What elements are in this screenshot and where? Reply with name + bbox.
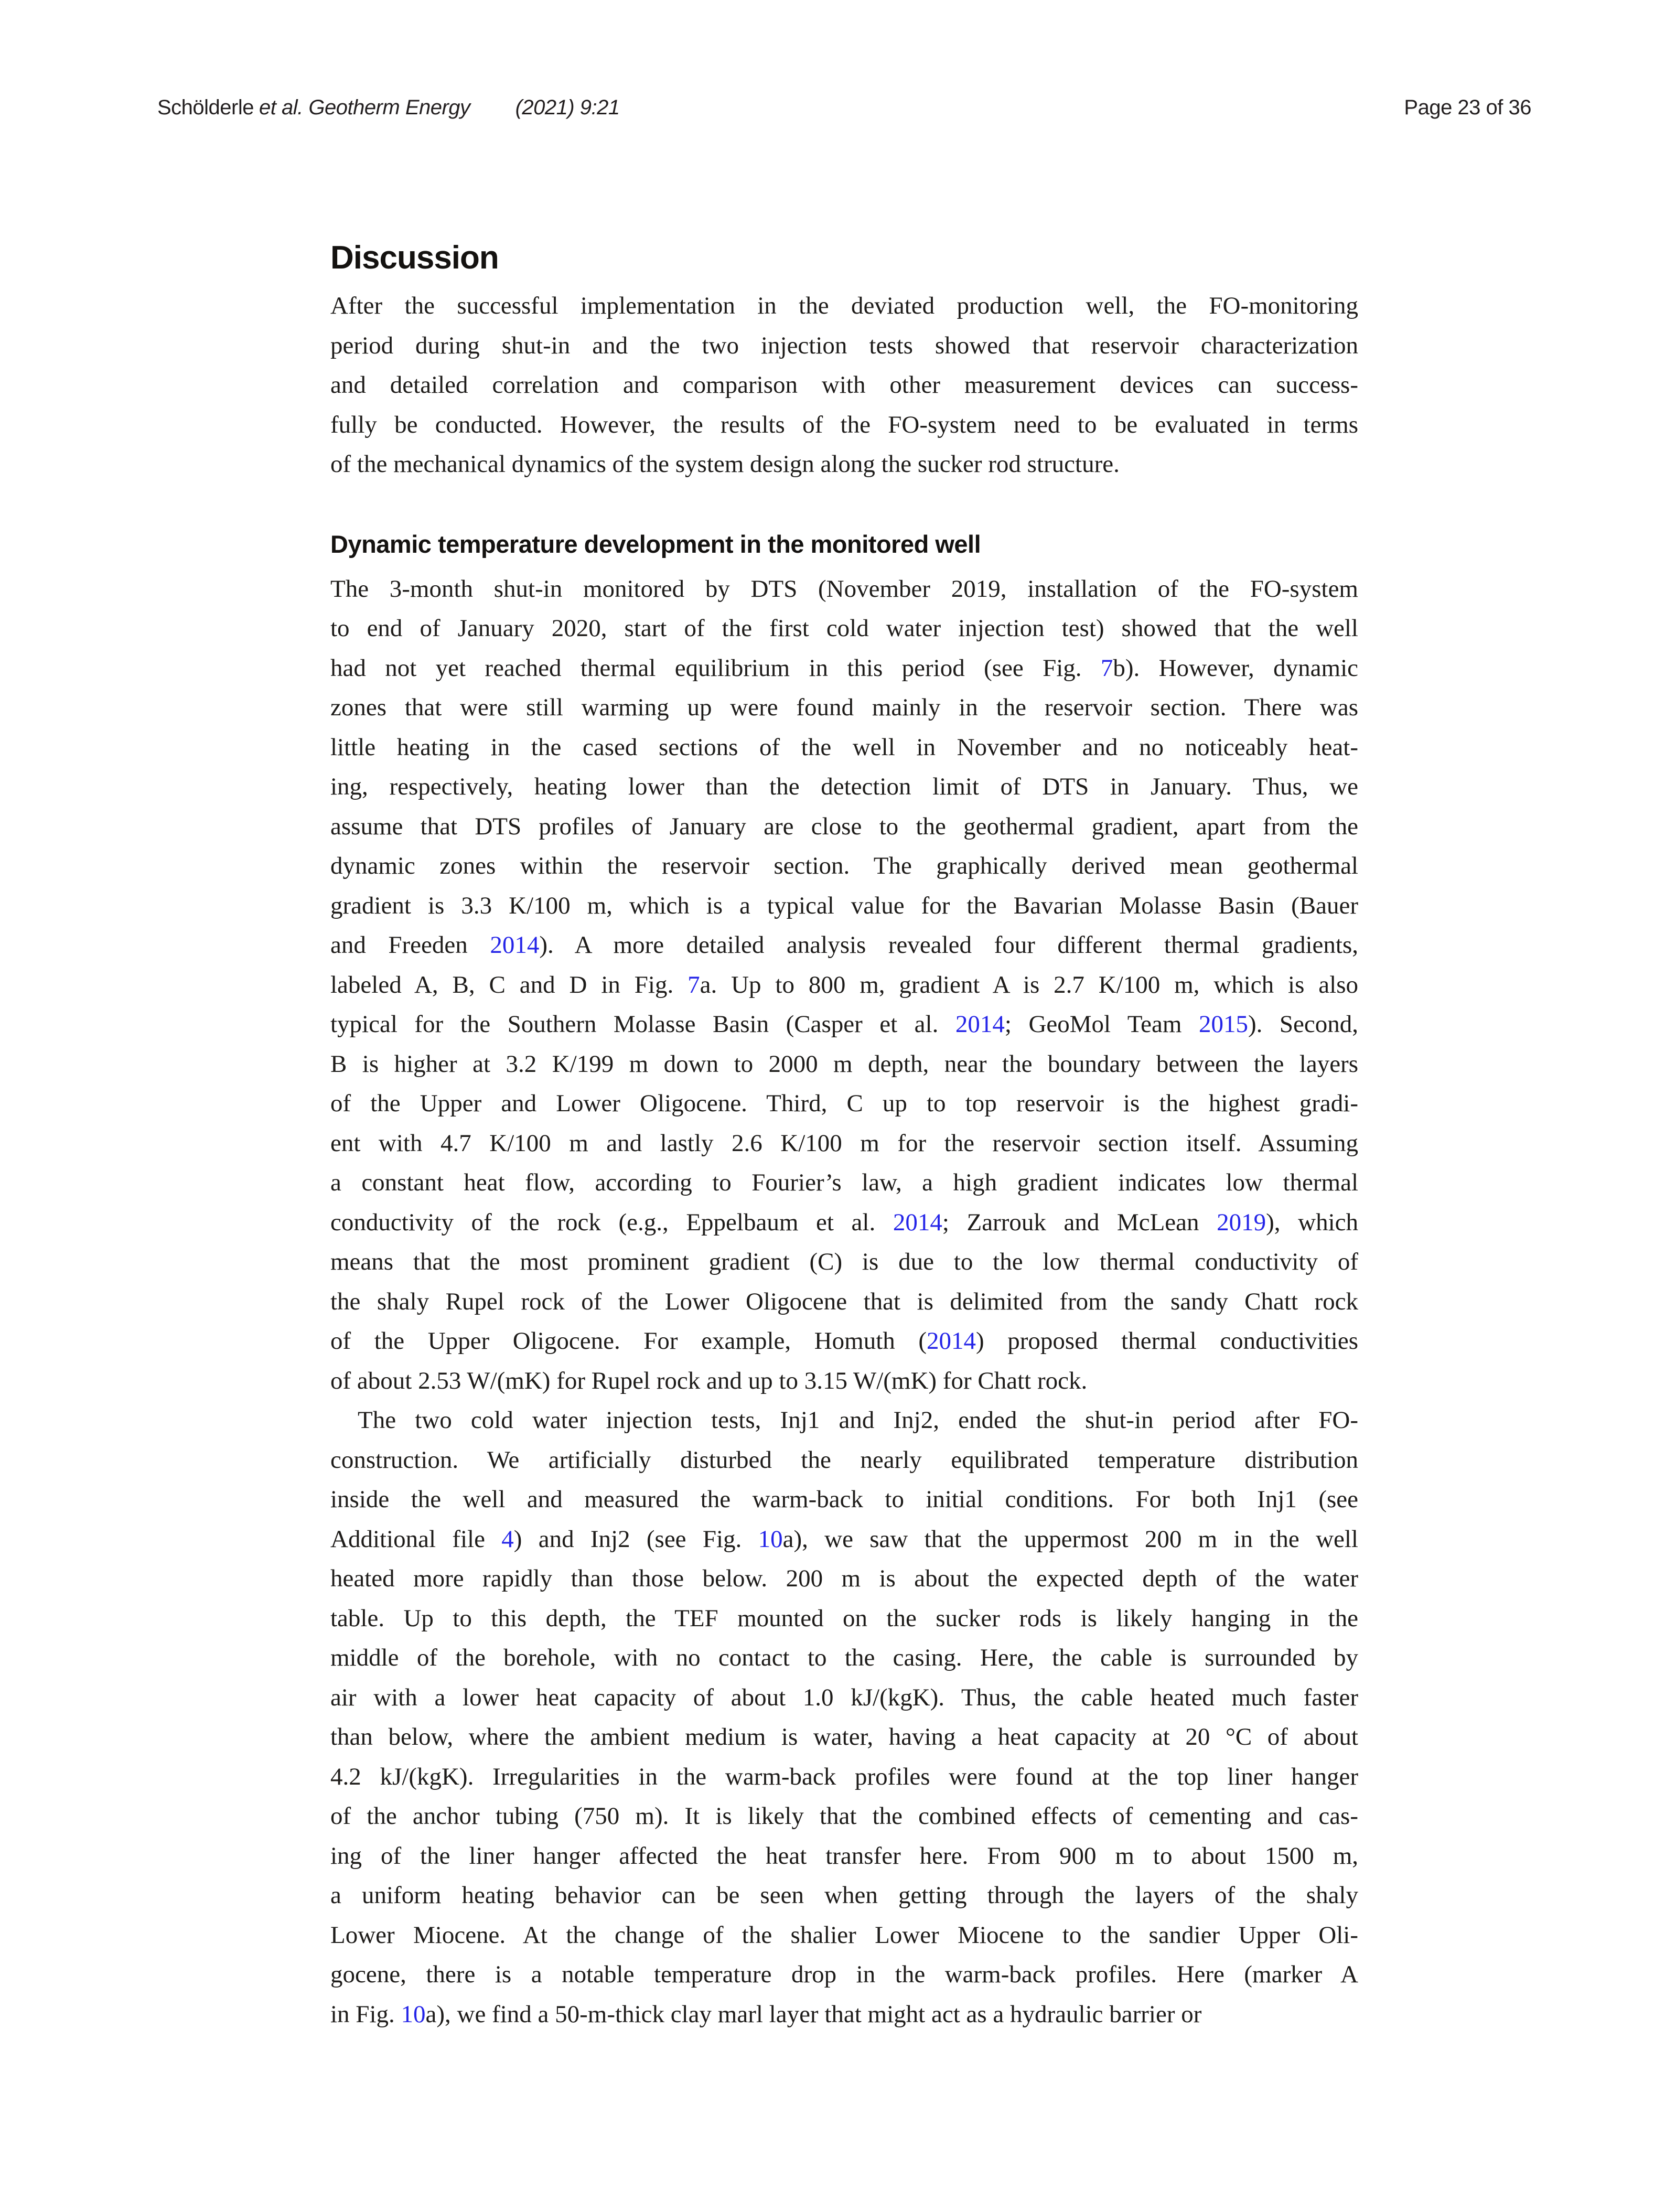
citation-link[interactable]: 4 (501, 1525, 514, 1553)
text-span: to end of January 2020, start of the first cold water injection test) showed that the well (330, 615, 1358, 642)
citation-link[interactable]: 2014 (955, 1011, 1005, 1038)
text-span: ) and Inj2 (see Fig. (513, 1525, 758, 1553)
text-span: of the Upper Oligocene. For example, Homuth ( (330, 1327, 927, 1355)
text-span: fully be conducted. However, the results of the FO-system need to be evaluated in terms (330, 411, 1358, 438)
header-journal: et al. Geotherm Energy (259, 96, 470, 119)
text-span: a. Up to 800 m, gradient A is 2.7 K/100 m, which is also (700, 971, 1358, 998)
paragraph (330, 1401, 1358, 2034)
text-span: typical for the Southern Molasse Basin (Casper et al. (330, 1011, 955, 1038)
paragraph (330, 286, 1358, 485)
text-span: the shaly Rupel rock of the Lower Oligocene that is delimited from the sandy Chatt rock (330, 1287, 1358, 1315)
text-line (330, 1084, 1358, 1124)
text-span: 4.2 kJ/(kgK). Irregularities in the warm-back profiles were found at the top liner hanger (330, 1763, 1358, 1790)
text-line (330, 1441, 1358, 1480)
citation-link[interactable]: 2014 (893, 1208, 942, 1236)
text-span: ) proposed thermal conductivities (976, 1327, 1358, 1355)
text-line (330, 1955, 1358, 1995)
text-span: The two cold water injection tests, Inj1 and Inj2, ended the shut-in period after FO- (358, 1406, 1358, 1434)
text-span: little heating in the cased sections of the well in November and no noticeably heat- (330, 733, 1358, 761)
text-line (330, 1361, 1358, 1401)
running-header (157, 96, 1531, 120)
text-line (330, 570, 1358, 609)
citation-link[interactable]: 2019 (1217, 1208, 1266, 1236)
text-line (330, 965, 1358, 1005)
citation-link[interactable]: 2014 (490, 931, 540, 959)
text-span: table. Up to this depth, the TEF mounted on the sucker rods is likely hanging in the (330, 1604, 1358, 1632)
text-line (330, 846, 1358, 886)
text-line (330, 1717, 1358, 1757)
text-line (330, 767, 1358, 807)
text-line (330, 649, 1358, 689)
text-line (330, 926, 1358, 965)
text-span: ). A more detailed analysis revealed four different thermal gradients, (539, 931, 1358, 959)
citation-link[interactable]: 2014 (927, 1327, 976, 1355)
text-span: ing, respectively, heating lower than the detection limit of DTS in January. Thus, we (330, 773, 1358, 800)
text-span: ; GeoMol Team (1004, 1011, 1199, 1038)
text-span: Additional file (330, 1525, 502, 1553)
text-line (330, 445, 1358, 485)
text-span: of the mechanical dynamics of the system design along the sucker rod structure. (330, 450, 1120, 478)
text-line (330, 1480, 1358, 1520)
text-span: conductivity of the rock (e.g., Eppelbaum et al. (330, 1208, 893, 1236)
text-line (330, 886, 1358, 926)
text-span: of the Upper and Lower Oligocene. Third, C up to top reservoir is the highest gradi- (330, 1090, 1358, 1117)
text-span: dynamic zones within the reservoir section. The graphically derived mean geothermal (330, 852, 1358, 879)
text-line (330, 1401, 1358, 1441)
text-line (330, 1837, 1358, 1876)
text-span: B is higher at 3.2 K/199 m down to 2000 m depth, near the boundary between the layers (330, 1050, 1358, 1078)
text-line (330, 807, 1358, 847)
citation-link[interactable]: 2015 (1198, 1011, 1248, 1038)
text-line (330, 609, 1358, 649)
text-span: assume that DTS profiles of January are close to the geothermal gradient, apart from the (330, 812, 1358, 840)
text-span: than below, where the ambient medium is water, having a heat capacity at 20 °C of about (330, 1723, 1358, 1751)
text-line (330, 326, 1358, 366)
text-line (330, 366, 1358, 405)
text-span: of about 2.53 W/(mK) for Rupel rock and up to 3.15 W/(mK) for Chatt rock. (330, 1367, 1088, 1394)
text-line (330, 1322, 1358, 1361)
text-span: and Freeden (330, 931, 490, 959)
text-span: and detailed correlation and comparison with other measurement devices can success- (330, 371, 1358, 399)
text-span: Lower Miocene. At the change of the shalier Lower Miocene to the sandier Upper Oli- (330, 1921, 1358, 1949)
text-line (330, 405, 1358, 445)
text-span: a uniform heating behavior can be seen when getting through the layers of the shaly (330, 1882, 1358, 1909)
text-line (330, 1599, 1358, 1639)
citation-link[interactable]: 7 (688, 971, 700, 998)
text-span: construction. We artificially disturbed the nearly equilibrated temperature distribution (330, 1446, 1358, 1474)
text-line (330, 728, 1358, 768)
text-span: The 3-month shut-in monitored by DTS (November 2019, installation of the FO-system (330, 575, 1358, 603)
text-line (330, 1163, 1358, 1203)
text-line (330, 1995, 1358, 2035)
page-number-label: Page 23 of 36 (1404, 96, 1531, 119)
text-span: inside the well and measured the warm-back to initial conditions. For both Inj1 (see (330, 1486, 1358, 1513)
text-line (330, 1282, 1358, 1322)
text-span: gocene, there is a notable temperature drop in the warm-back profiles. Here (marker A (330, 1961, 1358, 1988)
text-line (330, 1242, 1358, 1282)
text-line (330, 1203, 1358, 1243)
text-line (330, 1559, 1358, 1599)
article-body (330, 237, 1358, 2034)
text-line (330, 1797, 1358, 1837)
subsection-heading: Dynamic temperature development in the monitored well (330, 530, 981, 558)
text-span: means that the most prominent gradient (C) is due to the low thermal conductivity of (330, 1248, 1358, 1275)
text-span: After the successful implementation in the deviated production well, the FO-monitoring (330, 292, 1358, 319)
header-issue: (2021) 9:21 (515, 96, 620, 119)
text-line (330, 1045, 1358, 1084)
text-line (330, 1757, 1358, 1797)
text-line (330, 688, 1358, 728)
text-line (330, 1005, 1358, 1045)
text-span: a constant heat flow, according to Fourier’s law, a high gradient indicates low thermal (330, 1169, 1358, 1196)
text-span: labeled A, B, C and D in Fig. (330, 971, 688, 998)
text-line (330, 1678, 1358, 1718)
text-span: in Fig. (330, 2000, 401, 2028)
text-span: a), we saw that the uppermost 200 m in the well (782, 1525, 1358, 1553)
text-line (330, 1520, 1358, 1560)
text-span: ), which (1266, 1208, 1358, 1236)
text-span: ing of the liner hanger affected the heat transfer here. From 900 m to about 1500 m, (330, 1842, 1358, 1870)
text-line (330, 1916, 1358, 1956)
text-line (330, 1876, 1358, 1916)
text-span: a), we find a 50-m-thick clay marl layer that might act as a hydraulic barrier or (425, 2000, 1202, 2028)
text-span: heated more rapidly than those below. 200 m is about the expected depth of the water (330, 1565, 1358, 1592)
citation-link[interactable]: 10 (758, 1525, 783, 1553)
section-heading-discussion: Discussion (330, 240, 499, 276)
text-line (330, 1638, 1358, 1678)
text-span: ). Second, (1248, 1011, 1358, 1038)
text-span: zones that were still warming up were found mainly in the reservoir section. There was (330, 694, 1358, 721)
paragraph (330, 570, 1358, 1401)
text-span: middle of the borehole, with no contact to the casing. Here, the cable is surrounded by (330, 1644, 1358, 1671)
text-span: ; Zarrouk and McLean (942, 1208, 1217, 1236)
citation-link[interactable]: 10 (401, 2000, 426, 2028)
text-line (330, 286, 1358, 326)
header-citation-block (157, 96, 620, 120)
citation-link[interactable]: 7 (1100, 654, 1113, 682)
text-span: of the anchor tubing (750 m). It is likely that the combined effects of cementing and cas- (330, 1802, 1358, 1830)
text-span: b). However, dynamic (1113, 654, 1358, 682)
text-span: period during shut-in and the two injection tests showed that reservoir characterization (330, 331, 1358, 359)
text-span: gradient is 3.3 K/100 m, which is a typical value for the Bavarian Molasse Basin (Bauer (330, 892, 1358, 919)
text-span: had not yet reached thermal equilibrium in this period (see Fig. (330, 654, 1101, 682)
text-span: ent with 4.7 K/100 m and lastly 2.6 K/100 m for the reservoir section itself. Assuming (330, 1129, 1358, 1157)
text-span: air with a lower heat capacity of about 1.0 kJ/(kgK). Thus, the cable heated much faster (330, 1683, 1358, 1711)
text-line (330, 1124, 1358, 1164)
header-author: Schölderle (157, 96, 254, 119)
